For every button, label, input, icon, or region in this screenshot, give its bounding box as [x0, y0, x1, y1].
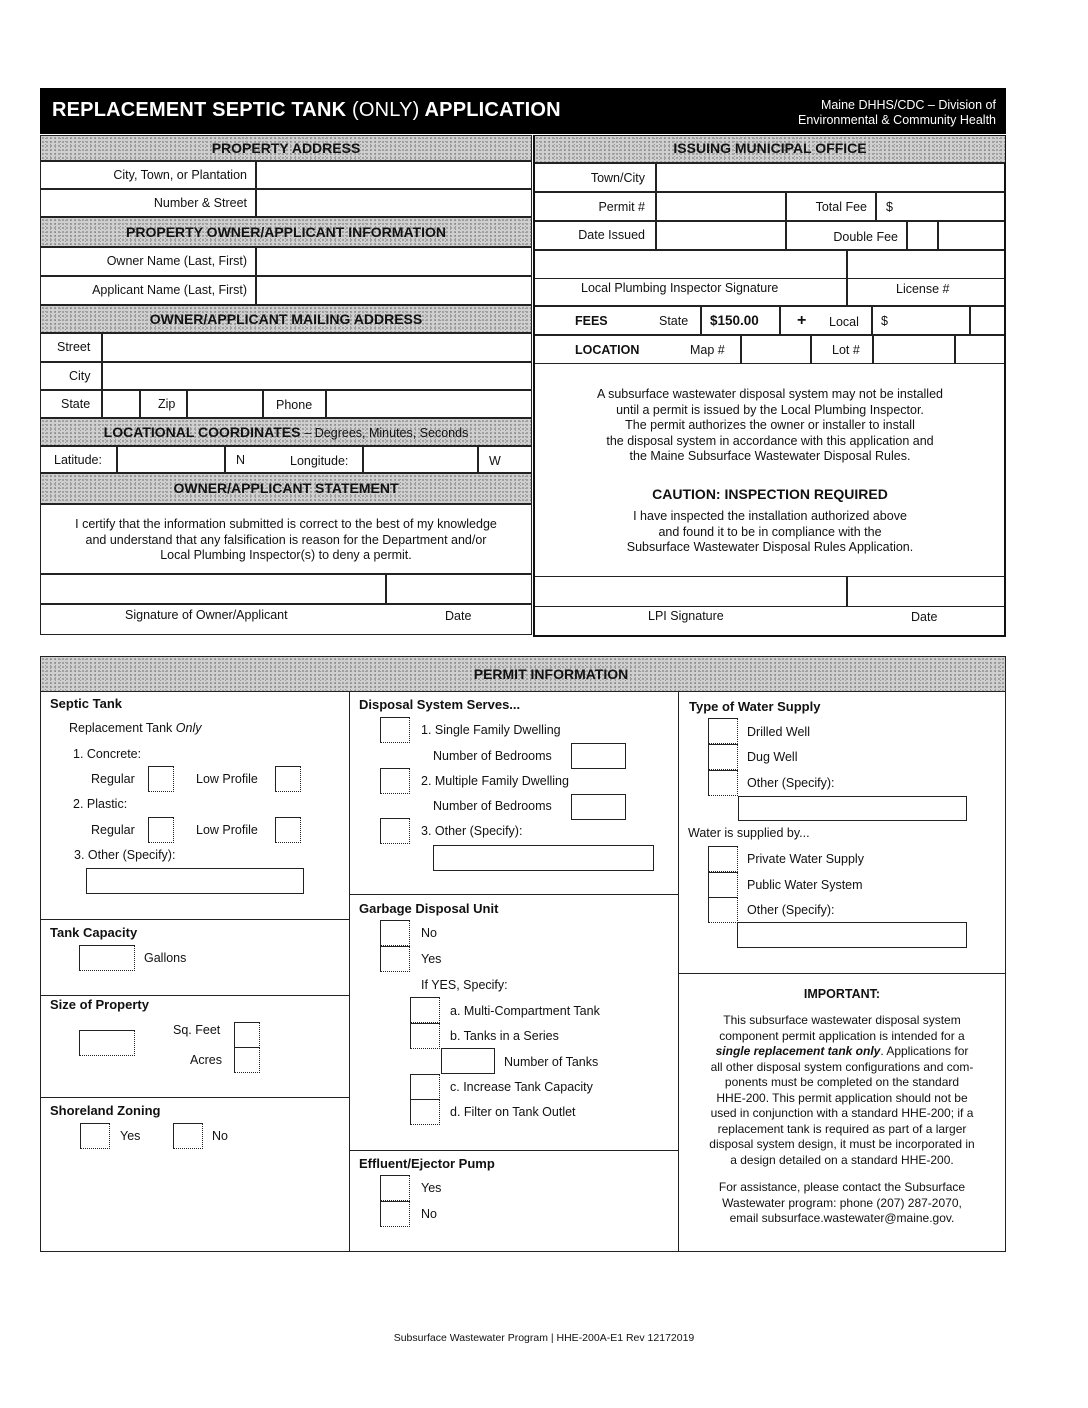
- license-number-field[interactable]: [847, 250, 1004, 279]
- tanks-series-checkbox[interactable]: [410, 1023, 440, 1049]
- increase-capacity-label: c. Increase Tank Capacity: [450, 1080, 593, 1094]
- shoreland-yes-label: Yes: [120, 1129, 141, 1143]
- column-divider-2: [678, 692, 679, 1252]
- plastic-regular-checkbox[interactable]: [148, 817, 174, 843]
- disposal-serves-heading: Disposal System Serves...: [359, 697, 521, 712]
- pump-no-label: No: [421, 1207, 437, 1221]
- map-number-field[interactable]: [741, 335, 811, 364]
- if-yes-specify-label: If YES, Specify:: [421, 978, 508, 992]
- multi-family-checkbox[interactable]: [380, 768, 410, 794]
- owner-signature-field[interactable]: [40, 574, 386, 604]
- assistance-contact: For assistance, please contact the Subsurface Wastewater program: phone (207) 287-2070, email subsurface.wastewater@maine.gov.: [718, 1180, 966, 1225]
- state-fee-value: $150.00: [701, 306, 780, 335]
- plastic-label: 2. Plastic:: [73, 797, 128, 811]
- location-label-cell: LOCATION Map #: [535, 335, 741, 364]
- footer-form-id: Subsurface Wastewater Program | HHE-200A-E1 Rev 12172019: [393, 1332, 695, 1344]
- inspection-statement: I have inspected the installation authorized above and found it to be in compliance with the Subsurface Wastewater Disposal Rules Application.: [626, 509, 914, 554]
- lpi-signature-label: LPI Signature: [648, 609, 724, 623]
- municipal-heading: ISSUING MUNICIPAL OFFICE: [535, 136, 1005, 163]
- shoreland-no-label: No: [212, 1129, 228, 1143]
- acres-label: Acres: [190, 1053, 222, 1067]
- column-divider-1: [349, 692, 350, 1252]
- single-bedrooms-field[interactable]: [571, 743, 626, 769]
- owner-label-cell: Owner Name (Last, First): [40, 247, 256, 276]
- multi-family-label: 2. Multiple Family Dwelling: [421, 774, 569, 788]
- lpi-signature-field[interactable]: [535, 250, 847, 279]
- town-label-cell: Town/City: [535, 163, 656, 192]
- property-size-field[interactable]: [79, 1030, 135, 1056]
- license-label-cell: License #: [847, 278, 1004, 306]
- important-text: This subsurface wastewater disposal system component permit application is intended for a single replacement tank only. Applications for all other disposal system configurations and com- ponents must be completed on the standard HHE-200. This permit application should not be used in conjunction with a standard HHE-200; if a replacement tank is required as part of a larger disposal system design, it must be incorporated in a design detailed on a standard HHE-200.: [709, 1013, 975, 1167]
- mailing-city-field[interactable]: [102, 362, 532, 390]
- mailing-street-field[interactable]: [102, 333, 532, 362]
- latitude-field[interactable]: [117, 446, 225, 473]
- number-street-field[interactable]: [256, 189, 532, 217]
- plastic-low-profile-label: Low Profile: [196, 823, 258, 837]
- plus-icon: +: [797, 312, 807, 329]
- permit-number-field[interactable]: [656, 192, 786, 221]
- garbage-no-checkbox[interactable]: [380, 920, 410, 946]
- divider: [40, 1097, 349, 1098]
- statement-text-cell: I certify that the information submitted is correct to the best of my knowledge and understand that any falsification is reason for the Department and/or Local Plumbing Inspector(s) to deny a permit.: [40, 504, 532, 574]
- divider: [40, 919, 349, 920]
- replacement-tank-only: Replacement Tank Only: [69, 721, 202, 735]
- concrete-low-profile-label: Low Profile: [196, 772, 258, 786]
- owner-date-field[interactable]: [386, 574, 532, 604]
- water-supplied-by-label: Water is supplied by...: [688, 826, 810, 840]
- mailing-address-heading: OWNER/APPLICANT MAILING ADDRESS: [40, 305, 532, 333]
- garbage-disposal-heading: Garbage Disposal Unit: [359, 901, 499, 916]
- property-address-heading: PROPERTY ADDRESS: [40, 135, 532, 161]
- city-town-plantation-field[interactable]: [256, 161, 532, 189]
- divider: [678, 973, 1006, 974]
- form-title: REPLACEMENT SEPTIC TANK (ONLY) APPLICATION: [52, 99, 561, 121]
- fees-state-label-cell: FEES State: [535, 306, 701, 335]
- local-fee-field[interactable]: $: [872, 306, 970, 335]
- mailing-state-label-cell: State: [40, 390, 102, 418]
- multi-bedrooms-label: Number of Bedrooms: [433, 799, 552, 813]
- town-city-field[interactable]: [656, 163, 1004, 192]
- tank-capacity-field[interactable]: [79, 945, 135, 971]
- mailing-phone-label-cell: Phone: [263, 390, 326, 418]
- double-fee-checkbox[interactable]: [907, 221, 938, 250]
- mailing-phone-field[interactable]: [326, 390, 532, 418]
- drilled-well-checkbox[interactable]: [708, 718, 738, 744]
- agency-name: Maine DHHS/CDC – Division of Environmental & Community Health: [798, 98, 996, 127]
- concrete-label: 1. Concrete:: [73, 747, 142, 761]
- double-fee-field[interactable]: [938, 221, 1004, 250]
- serves-other-checkbox[interactable]: [380, 818, 410, 844]
- applicant-label-cell: Applicant Name (Last, First): [40, 276, 256, 305]
- serves-other-label: 3. Other (Specify):: [421, 824, 523, 838]
- lpi-final-date-field[interactable]: [847, 576, 1004, 607]
- permit-label-cell: Permit #: [535, 192, 656, 221]
- coordinates-heading: LOCATIONAL COORDINATES – Degrees, Minutes, Seconds: [40, 418, 532, 446]
- multi-compartment-checkbox[interactable]: [410, 997, 440, 1023]
- plastic-low-profile-checkbox[interactable]: [275, 817, 301, 843]
- owner-info-heading: PROPERTY OWNER/APPLICANT INFORMATION: [40, 217, 532, 247]
- owner-name-field[interactable]: [256, 247, 532, 276]
- concrete-regular-checkbox[interactable]: [148, 766, 174, 792]
- owner-signature-labels: Signature of Owner/Applicant Date: [40, 604, 532, 635]
- date-issued-field[interactable]: [656, 221, 786, 250]
- applicant-name-field[interactable]: [256, 276, 532, 305]
- date-issued-label-cell: Date Issued: [535, 221, 656, 250]
- septic-tank-heading: Septic Tank: [50, 696, 123, 711]
- private-water-label: Private Water Supply: [747, 852, 864, 866]
- water-other-field[interactable]: [738, 796, 967, 821]
- acres-checkbox[interactable]: [234, 1047, 260, 1073]
- longitude-field[interactable]: [363, 446, 478, 473]
- serves-other-field[interactable]: [433, 845, 654, 871]
- filter-outlet-checkbox[interactable]: [410, 1099, 440, 1125]
- water-other-checkbox[interactable]: [708, 770, 738, 796]
- gallons-label: Gallons: [144, 951, 187, 965]
- garbage-yes-label: Yes: [421, 952, 442, 966]
- size-of-property-heading: Size of Property: [50, 997, 149, 1012]
- public-water-label: Public Water System: [747, 878, 863, 892]
- septic-other-label: 3. Other (Specify):: [74, 848, 176, 862]
- pump-no-checkbox[interactable]: [380, 1201, 410, 1227]
- concrete-low-profile-checkbox[interactable]: [275, 766, 301, 792]
- plastic-regular-label: Regular: [91, 823, 135, 837]
- public-water-checkbox[interactable]: [708, 872, 738, 898]
- statement-heading: OWNER/APPLICANT STATEMENT: [40, 473, 532, 504]
- important-heading: IMPORTANT:: [803, 987, 881, 1001]
- supply-other-field[interactable]: [737, 922, 967, 948]
- single-family-label: 1. Single Family Dwelling: [421, 723, 561, 737]
- increase-capacity-checkbox[interactable]: [410, 1074, 440, 1100]
- number-of-tanks-label: Number of Tanks: [504, 1055, 599, 1069]
- filter-outlet-label: d. Filter on Tank Outlet: [450, 1105, 576, 1119]
- lot-label-cell: Lot #: [811, 335, 873, 364]
- divider: [349, 894, 678, 895]
- sq-feet-label: Sq. Feet: [173, 1023, 221, 1037]
- city-label-cell: City, Town, or Plantation: [40, 161, 256, 189]
- mailing-state-field[interactable]: [102, 390, 140, 418]
- total-fee-field[interactable]: $: [876, 192, 1004, 221]
- pump-yes-checkbox[interactable]: [380, 1175, 410, 1201]
- tank-capacity-heading: Tank Capacity: [50, 925, 138, 940]
- effluent-pump-heading: Effluent/Ejector Pump: [359, 1156, 495, 1171]
- permit-notice: A subsurface wastewater disposal system may not be installed until a permit is issued by the Local Plumbing Inspector. The permit authorizes the owner or installer to install the disposal system in accordance with this application and the Maine Subsurface Wastewater Disposal Rules.: [596, 387, 943, 463]
- total-fee-label-cell: Total Fee: [786, 192, 876, 221]
- private-water-checkbox[interactable]: [708, 846, 738, 872]
- double-fee-label-cell: Double Fee: [786, 221, 907, 250]
- local-fee-label-cell: + Local: [780, 306, 872, 335]
- septic-other-field[interactable]: [86, 868, 304, 894]
- divider: [40, 995, 349, 996]
- sq-feet-checkbox[interactable]: [234, 1022, 260, 1048]
- tanks-series-label: b. Tanks in a Series: [450, 1029, 559, 1043]
- single-family-checkbox[interactable]: [380, 717, 410, 743]
- mailing-city-label-cell: City: [40, 362, 102, 390]
- shoreland-zoning-heading: Shoreland Zoning: [50, 1103, 161, 1118]
- mailing-street-label-cell: Street: [40, 333, 102, 362]
- water-other-label: Other (Specify):: [747, 776, 835, 790]
- supply-other-checkbox[interactable]: [708, 897, 738, 923]
- drilled-well-label: Drilled Well: [747, 725, 810, 739]
- supply-other-label: Other (Specify):: [747, 903, 835, 917]
- divider: [349, 1150, 678, 1151]
- dug-well-label: Dug Well: [747, 750, 798, 764]
- w-label-cell: W: [478, 446, 532, 473]
- lpi-final-signature-field[interactable]: [535, 576, 847, 607]
- dug-well-checkbox[interactable]: [708, 744, 738, 770]
- permit-info-heading: PERMIT INFORMATION: [40, 656, 1006, 692]
- latitude-label-cell: Latitude:: [40, 446, 117, 473]
- number-of-tanks-field[interactable]: [441, 1048, 495, 1074]
- concrete-regular-label: Regular: [91, 772, 135, 786]
- garbage-no-label: No: [421, 926, 437, 940]
- pump-yes-label: Yes: [421, 1181, 442, 1195]
- street-label-cell: Number & Street: [40, 189, 256, 217]
- shoreland-yes-checkbox[interactable]: [80, 1123, 110, 1149]
- longitude-label-cell: N Longitude:: [225, 446, 363, 473]
- shoreland-no-checkbox[interactable]: [173, 1123, 203, 1149]
- caution-heading: CAUTION: INSPECTION REQUIRED: [652, 486, 888, 502]
- lpi-date-label: Date: [911, 610, 938, 624]
- local-fee-cents-field[interactable]: [970, 306, 1004, 335]
- form-title-bar: [40, 88, 1006, 134]
- mailing-zip-field[interactable]: [187, 390, 263, 418]
- garbage-yes-checkbox[interactable]: [380, 946, 410, 972]
- water-supply-heading: Type of Water Supply: [689, 699, 821, 714]
- multi-compartment-label: a. Multi-Compartment Tank: [450, 1004, 600, 1018]
- lot-number-field[interactable]: [873, 335, 955, 364]
- mailing-zip-label-cell: Zip: [140, 390, 187, 418]
- lot-extra-field[interactable]: [955, 335, 1004, 364]
- lpi-signature-label-cell: Local Plumbing Inspector Signature: [535, 278, 847, 306]
- multi-bedrooms-field[interactable]: [571, 794, 626, 820]
- single-bedrooms-label: Number of Bedrooms: [433, 749, 552, 763]
